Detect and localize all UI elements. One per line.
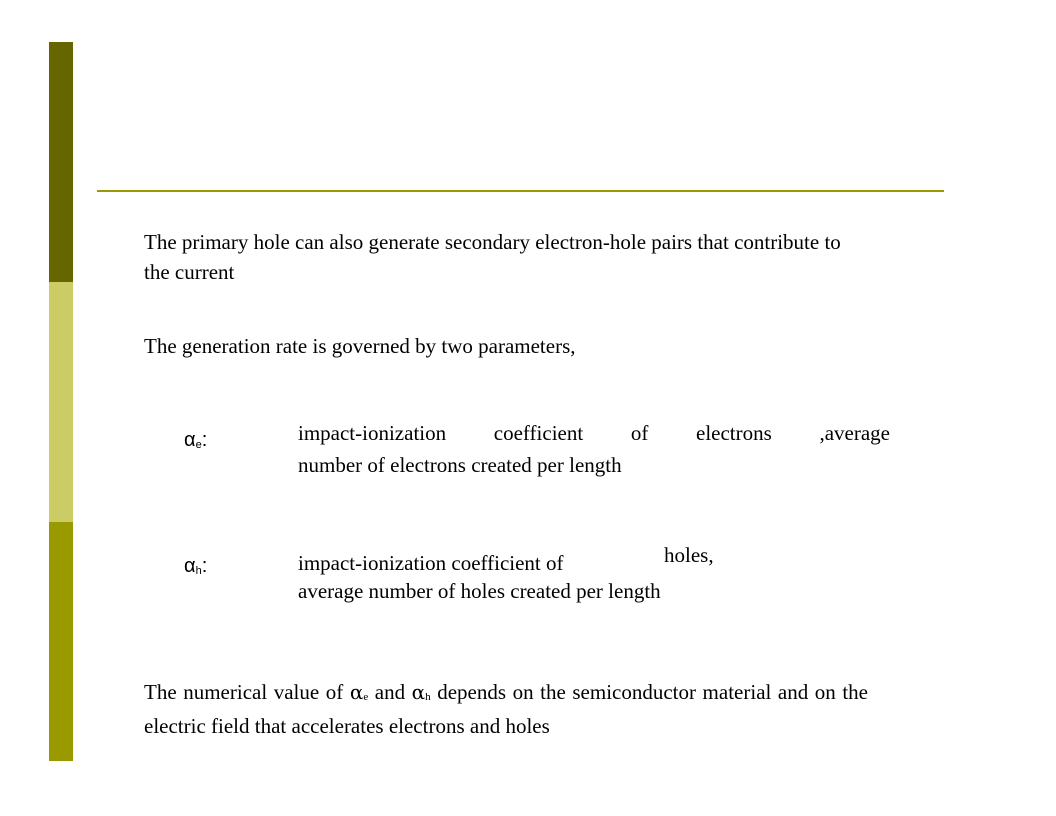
decor-bar-segment	[49, 658, 73, 761]
generation-rate-paragraph: The generation rate is governed by two parameters,	[144, 334, 576, 358]
decor-bar-segment	[49, 145, 73, 247]
alpha-e-definition-line1: impact-ionization coefficient of electrons ,average	[298, 421, 890, 445]
decor-bar-segment	[49, 282, 73, 350]
alpha-h-colon: :	[201, 555, 208, 577]
decor-bar-segment	[49, 247, 73, 282]
para3-part3: depends on the semiconductor material and on the electric field that accelerates electrons and holes	[144, 680, 868, 738]
title-divider	[97, 190, 944, 192]
alpha-h-subscript: h	[195, 565, 202, 577]
alpha-e-label	[184, 426, 207, 457]
para3-part2: and	[368, 680, 412, 704]
decor-bar-segment	[49, 350, 73, 452]
alpha-symbol: α	[411, 680, 426, 704]
alpha-symbol: α	[184, 429, 196, 451]
primary-hole-paragraph: The primary hole can also generate secondary electron-hole pairs that contribute to the current	[144, 230, 841, 284]
alpha-h-definition-holes: holes,	[664, 543, 714, 567]
decor-bar-segment	[49, 522, 73, 658]
decor-bar-segment	[49, 452, 73, 522]
alpha-e-definition-line2: number of electrons created per length	[298, 453, 622, 477]
alpha-symbol: α	[349, 680, 364, 704]
alpha-e-subscript: e	[195, 439, 202, 451]
alpha-e-colon: :	[201, 429, 208, 451]
alpha-e-subscript: e	[363, 691, 369, 703]
numerical-value-paragraph	[144, 677, 868, 741]
alpha-h-definition-line1: impact-ionization coefficient of	[298, 551, 564, 575]
para3-part1: The numerical value of	[144, 680, 350, 704]
decor-bar-segment	[49, 42, 73, 145]
alpha-h-label	[184, 552, 207, 583]
alpha-symbol: α	[184, 555, 196, 577]
alpha-h-definition-line2: average number of holes created per length	[298, 579, 661, 603]
alpha-h-subscript: h	[425, 691, 431, 703]
